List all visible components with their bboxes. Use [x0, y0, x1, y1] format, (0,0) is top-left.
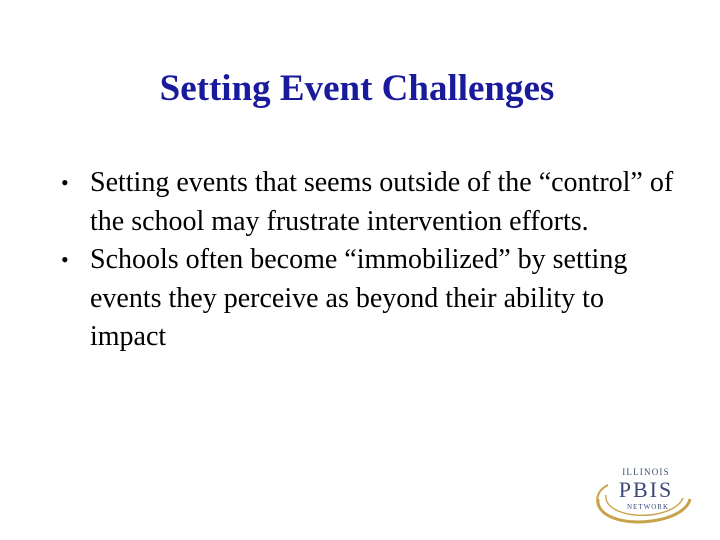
- bullet-list: [55, 164, 675, 357]
- logo-bottom-text: NETWORK: [627, 503, 669, 511]
- logo-main-text: PBIS: [618, 477, 674, 502]
- slide-title: Setting Event Challenges: [159, 68, 555, 109]
- bullet-item-1: [55, 164, 675, 241]
- bullet-text: Schools often become “immobilized” by setting events they perceive as beyond their ability to impact: [90, 244, 628, 352]
- bullet-marker: •: [61, 247, 69, 272]
- bullet-text: Setting events that seems outside of the “control” of the school may frustrate intervention efforts.: [90, 167, 674, 237]
- logo-top-text: ILLINOIS: [622, 467, 670, 477]
- bullet-marker: •: [61, 170, 69, 195]
- illinois-pbis-network-logo: [590, 455, 694, 527]
- bullet-item-2: [55, 241, 675, 357]
